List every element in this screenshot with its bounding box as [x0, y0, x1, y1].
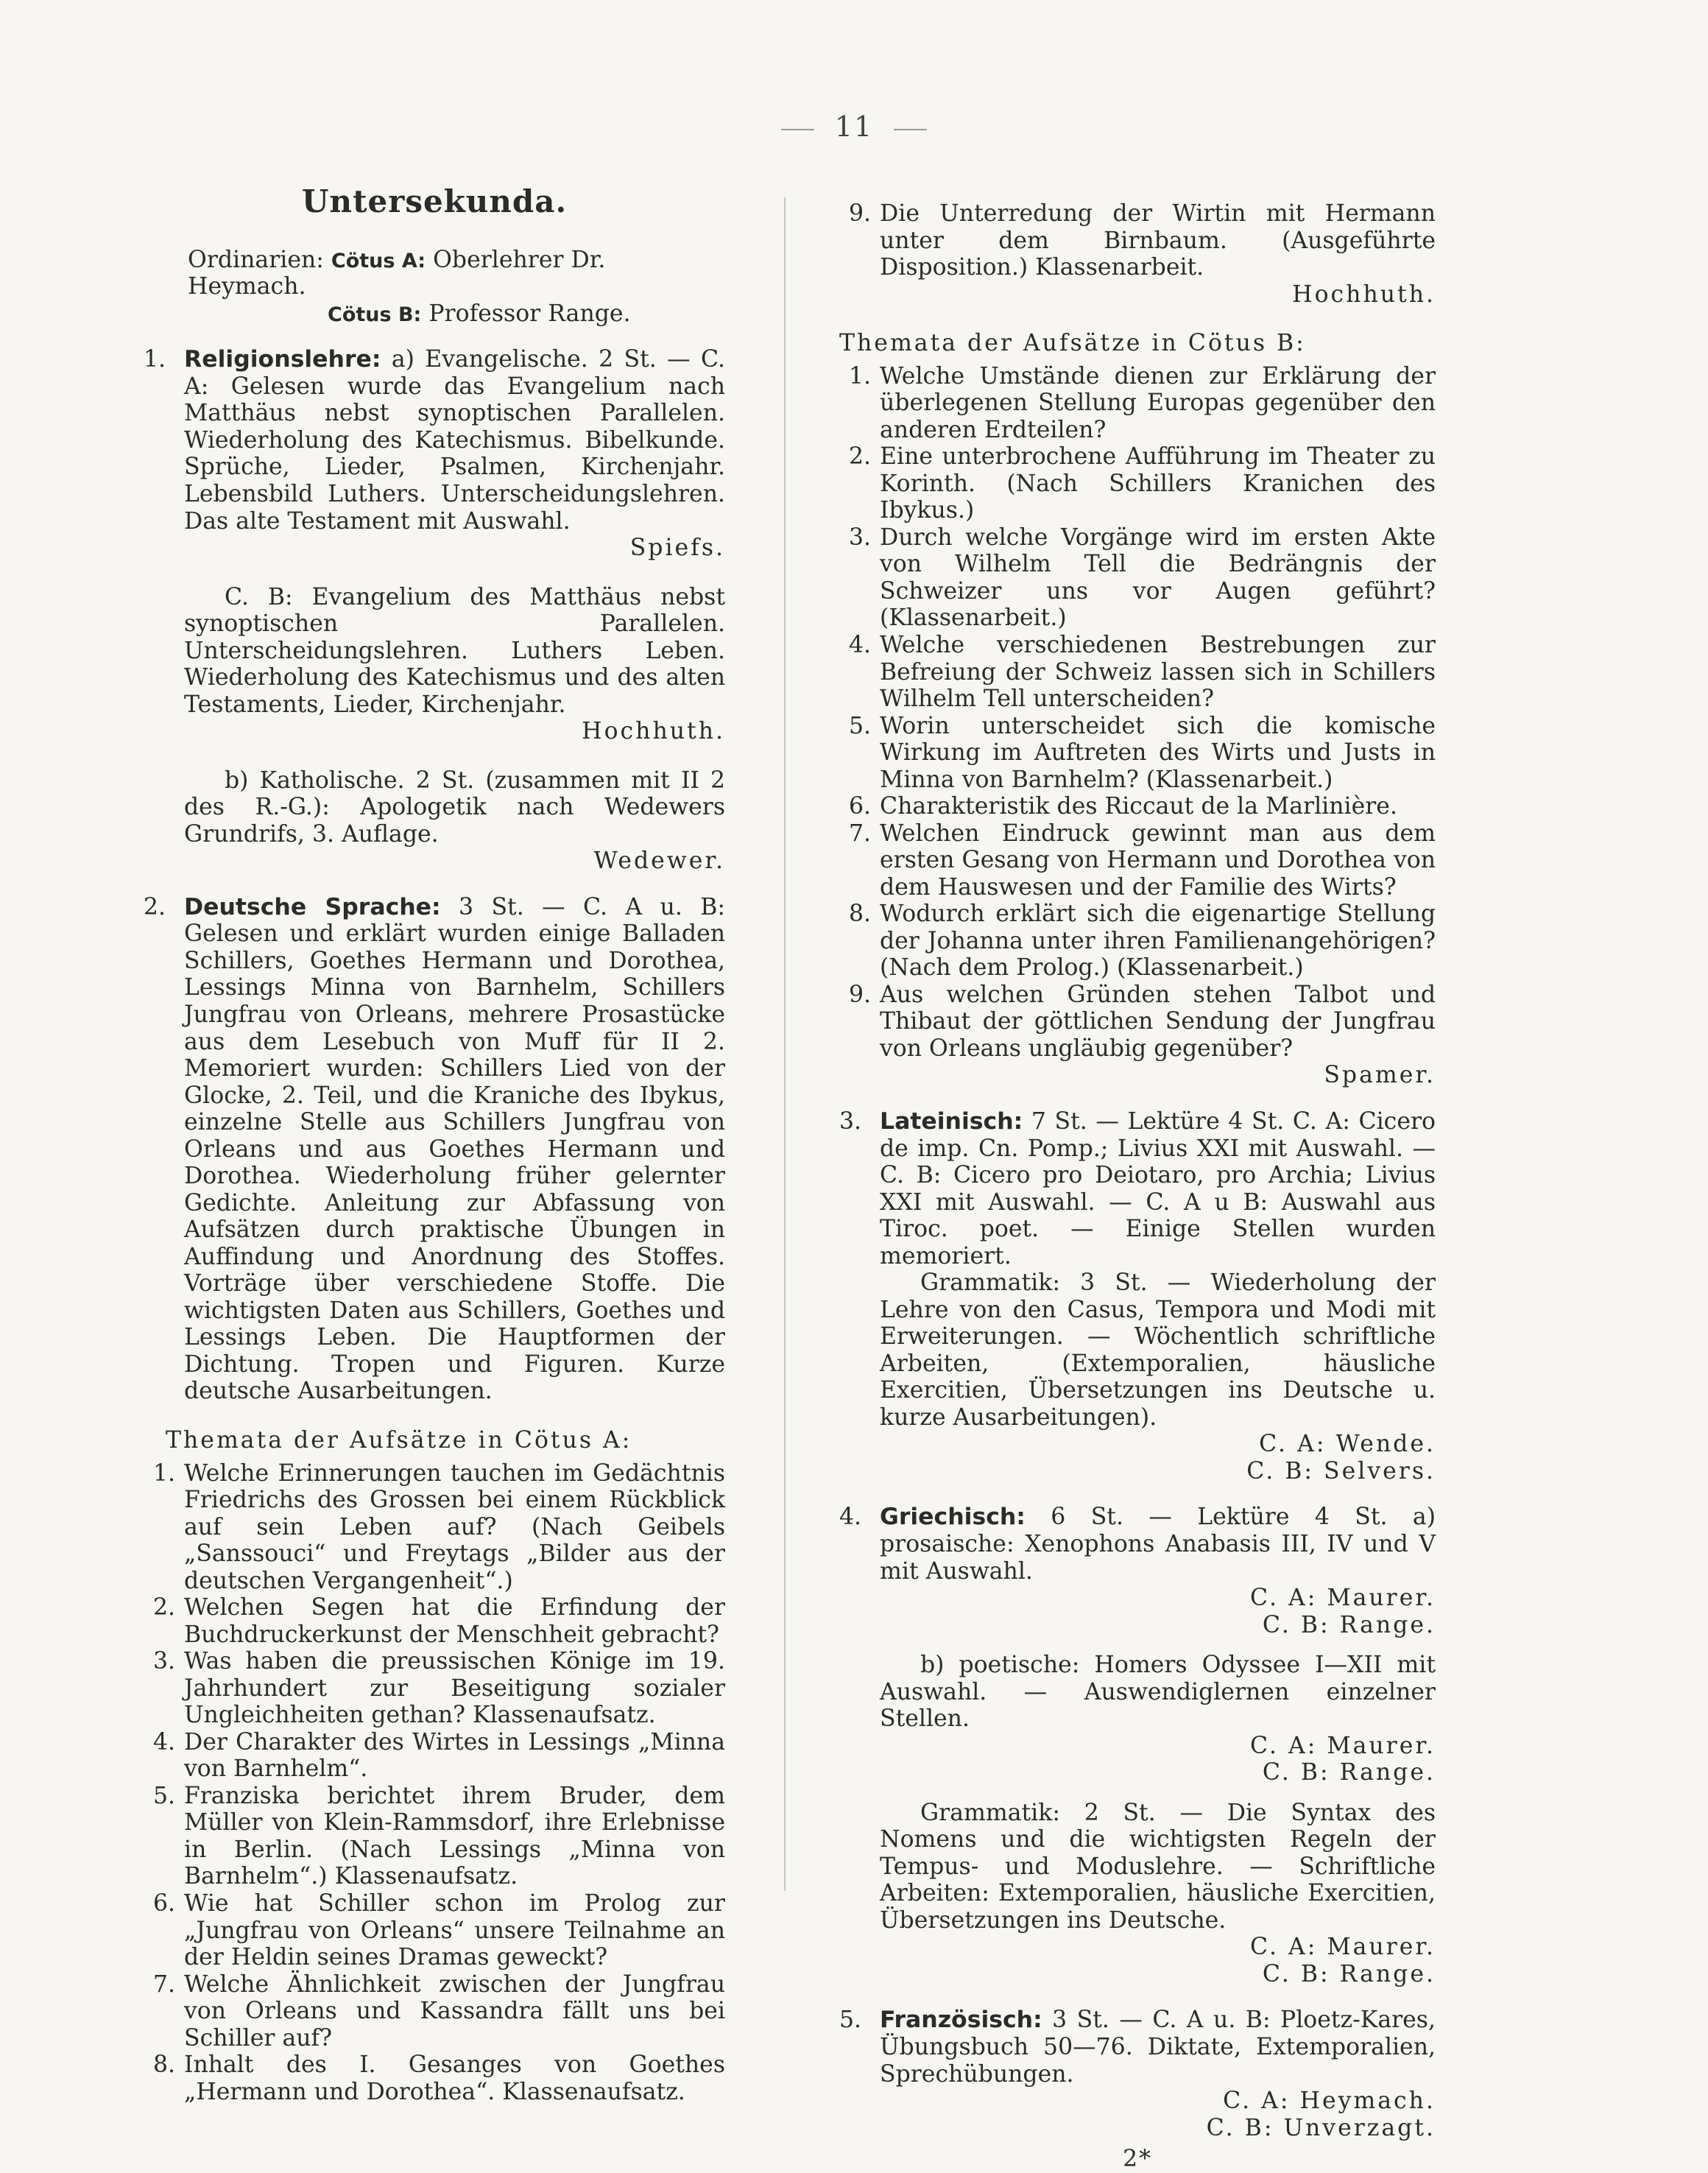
section-title: Lateinisch:: [880, 1108, 1023, 1135]
section-number: 1.: [144, 346, 166, 373]
griechisch-gram-teacher-b: C. B: Range.: [1262, 1960, 1436, 1987]
latein-text: 7 St. — Lektüre 4 St. C. A: Cicero de imp. Cn. Pomp.; Livius XXI mit Auswahl. — C. B: Cicero pro Deiotaro, pro Archia; Livius XXI mit Auswahl. — C. A u B: Auswahl aus Tiroc. poet. — Einige Stellen wurden memoriert.: [880, 1108, 1436, 1269]
ordinarien-label: Ordinarien:: [188, 246, 324, 273]
list-item: [839, 901, 1436, 982]
themes-b-title: Themata der Aufsätze in Cötus B:: [839, 330, 1306, 357]
griechisch-poetisch: b) poetische: Homers Odyssee I—XII mit Auswahl. — Auswendiglernen einzelner Stellen.: [880, 1652, 1436, 1733]
list-item: [839, 200, 1436, 281]
item-number: 5.: [152, 1782, 175, 1809]
ordinarien: [188, 247, 725, 328]
ordinarien-b: [328, 300, 725, 328]
item-text: Aus welchen Gründen stehen Talbot und Thibaut der göttlichen Sendung der Jungfrau von Orleans ungläubig gegenüber?: [880, 981, 1436, 1062]
page-number: [0, 110, 1708, 143]
religion-evangelisch-text: a) Evangelische. 2 St. — C. A: Gelesen wurde das Evangelium nach Matthäus nebst synoptischen Parallelen. Wiederholung des Katechismus. Bibelkunde. Sprüche, Lieder, Psalmen, Kirchenjahr. Lebensbild Luthers. Unterscheidungslehren. Das alte Testament mit Auswahl.: [184, 346, 726, 535]
item-number: 2.: [848, 443, 871, 471]
item-text: Welchen Segen hat die Erfindung der Buchdruckerkunst der Menschheit gebracht?: [184, 1594, 725, 1648]
griechisch-poet-teacher-a: C. A: Maurer.: [1249, 1732, 1436, 1759]
list-item: [144, 1729, 725, 1783]
themes-a-title: Themata der Aufsätze in Cötus A:: [166, 1426, 632, 1454]
item-text: Charakteristik des Riccaut de la Marlinière.: [880, 793, 1397, 820]
themes-a-list: [144, 1460, 725, 2106]
item-number: 4.: [152, 1728, 175, 1755]
page-number-dash-right: [894, 129, 927, 130]
griechisch-poet-teacher-b: C. B: Range.: [1262, 1759, 1436, 1786]
franzoesisch-text: 3 St. — C. A u. B: Ploetz-Kares, Übungsbuch 50—76. Diktate, Extemporalien, Sprechübungen.: [880, 2007, 1436, 2088]
ordinarien-b-label: Cötus B:: [328, 303, 422, 326]
section-number: 3.: [839, 1108, 862, 1135]
griechisch-gram-teacher-a: C. A: Maurer.: [1249, 1934, 1436, 1961]
list-item: [839, 820, 1436, 901]
item-text: Welche Ähnlichkeit zwischen der Jungfrau von Orleans und Kassandra fällt uns bei Schiller auf?: [184, 1971, 725, 2052]
item-number: 1.: [152, 1459, 175, 1487]
section-title: Religionslehre:: [184, 346, 381, 373]
section-title: Französisch:: [880, 2007, 1042, 2034]
item-number: 6.: [848, 793, 871, 820]
list-item: [144, 1648, 725, 1729]
griechisch-teacher-a: C. A: Maurer.: [1249, 1585, 1436, 1612]
item-text: Wodurch erklärt sich die eigenartige Stellung der Johanna unter ihren Familienangehörigen? (Nach dem Prolog.) (Klassenarbeit.): [880, 901, 1436, 982]
item-text: Welche Erinnerungen tauchen im Gedächtnis Friedrichs des Grossen bei einem Rückblick auf sein Leben auf? (Nach Geibels „Sanssouci“ und Freytags „Bilder aus der deutschen Vergangenheit“.): [184, 1459, 725, 1594]
item-text: Die Unterredung der Wirtin mit Hermann unter dem Birnbaum. (Ausgeführte Disposition.) Klassenarbeit.: [880, 200, 1436, 281]
section-number: 2.: [144, 893, 166, 920]
page-number-text: 11: [834, 110, 874, 143]
item-text: Wie hat Schiller schon im Prolog zur „Jungfrau von Orleans“ unsere Teilnahme an der Heldin seines Dramas geweckt?: [184, 1890, 725, 1971]
list-item: [144, 1594, 725, 1648]
religion-b-teacher: Hochhuth.: [582, 718, 725, 745]
item-number: 1.: [848, 362, 871, 390]
religion-b-text: C. B: Evangelium des Matthäus nebst synoptischen Parallelen. Unterscheidungslehren. Luthers Leben. Wiederholung des Katechismus und des alten Testaments, Lieder, Kirchenjahr.: [184, 583, 725, 718]
item-text: Welche Umstände dienen zur Erklärung der überlegenen Stellung Europas gegenüber den anderen Erdteilen?: [880, 362, 1436, 443]
item-number: 8.: [848, 901, 871, 928]
griechisch-grammatik: Grammatik: 2 St. — Die Syntax des Nomens und die wichtigsten Regeln der Tempus- und Moduslehre. — Schriftliche Arbeiten: Extemporalien, häusliche Exercitien, Übersetzungen ins Deutsche.: [880, 1799, 1436, 1934]
religion-kath-teacher: Wedewer.: [593, 848, 725, 875]
item-number: 3.: [848, 524, 871, 551]
section-number: 5.: [839, 2007, 862, 2034]
latein-teacher-b: C. B: Selvers.: [1246, 1457, 1436, 1485]
section-religion: [144, 346, 725, 535]
griechisch-text: 6 St. — Lektüre 4 St. a) prosaische: Xenophons Anabasis III, IV und V mit Auswahl.: [880, 1504, 1436, 1585]
list-item: [144, 1890, 725, 1971]
latein-teacher-a: C. A: Wende.: [1259, 1431, 1436, 1458]
themes-a-teacher: Hochhuth.: [1292, 281, 1436, 308]
list-item: [839, 713, 1436, 794]
column-divider: [784, 197, 786, 1891]
item-text: Inhalt des I. Gesanges von Goethes „Hermann und Dorothea“. Klassenaufsatz.: [184, 2052, 725, 2105]
franzoesisch-teacher-b: C. B: Unverzagt.: [1206, 2114, 1436, 2141]
item-number: 7.: [848, 820, 871, 847]
item-number: 6.: [152, 1890, 175, 1917]
section-number: 4.: [839, 1504, 862, 1531]
page-heading: Untersekunda.: [301, 183, 568, 219]
item-text: Durch welche Vorgänge wird im ersten Akte von Wilhelm Tell die Bedrängnis der Schweizer uns vor Augen geführt? (Klassenarbeit.): [880, 524, 1436, 632]
list-item: [839, 443, 1436, 524]
item-number: 7.: [152, 1971, 175, 1998]
religion-kath-text: b) Katholische. 2 St. (zusammen mit II 2 des R.-G.): Apologetik nach Wedewers Grundrifs, 3. Auflage.: [184, 767, 725, 848]
section-franzoesisch: [839, 2007, 1436, 2088]
item-number: 2.: [152, 1594, 175, 1621]
list-item: [144, 2052, 725, 2105]
latein-grammatik: Grammatik: 3 St. — Wiederholung der Lehre von den Casus, Tempora und Modi mit Erweiterungen. — Wöchentlich schriftliche Arbeiten, (Extemporalien, häusliche Exercitien, Übersetzungen ins Deutsche u. kurze Ausarbeitungen).: [880, 1269, 1436, 1431]
item-number: 9.: [848, 200, 871, 227]
item-text: Was haben die preussischen Könige im 19. Jahrhundert zur Beseitigung sozialer Ungleichheiten gethan? Klassenaufsatz.: [184, 1648, 725, 1729]
religion-a-teacher: Spiefs.: [629, 535, 725, 562]
item-text: Worin unterscheidet sich die komische Wirkung im Auftreten des Wirts und Justs in Minna von Barnhelm? (Klassenarbeit.): [880, 712, 1436, 793]
ordinarien-a-label: Cötus A:: [331, 249, 426, 272]
themes-a-continued: [839, 200, 1436, 281]
deutsch-text: 3 St. — C. A u. B: Gelesen und erklärt wurden einige Balladen Schillers, Goethes Hermann und Dorothea, Lessings Minna von Barnhelm, Schillers Jungfrau von Orleans, mehrere Prosastücke aus dem Lesebuch von Muff für II 2. Memoriert wurden: Schillers Lied von der Glocke, 2. Teil, und die Kraniche des Ibykus, einzelne Stelle aus Schillers Jungfrau von Orleans und aus Goethes Hermann und Dorothea. Wiederholung früher gelernter Gedichte. Anleitung zur Abfassung von Aufsätzen durch praktische Übungen in Auffindung und Anordnung des Stoffes. Vorträge über verschiedene Stoffe. Die wichtigsten Daten aus Schillers, Goethes und Lessings Leben. Die Hauptformen der Dichtung. Tropen und Figuren. Kurze deutsche Ausarbeitungen.: [184, 893, 726, 1405]
list-item: [144, 1783, 725, 1890]
item-number: 8.: [152, 2052, 175, 2079]
page-number-dash-left: [781, 129, 814, 130]
themes-b-list: [839, 363, 1436, 1063]
section-deutsch: [144, 894, 725, 1405]
item-number: 5.: [848, 712, 871, 739]
item-text: Franziska berichtet ihrem Bruder, dem Müller von Klein-Rammsdorf, ihre Erlebnisse in Berlin. (Nach Lessings „Minna von Barnhelm“.) Klassenaufsatz.: [184, 1782, 725, 1890]
right-column: [839, 184, 1436, 2173]
item-number: 3.: [152, 1648, 175, 1675]
signature-mark: 2*: [1123, 2146, 1152, 2173]
franzoesisch-teacher-a: C. A: Heymach.: [1223, 2088, 1436, 2115]
list-item: [839, 793, 1436, 820]
item-text: Der Charakter des Wirtes in Lessings „Minna von Barnhelm“.: [184, 1728, 725, 1783]
list-item: [839, 363, 1436, 444]
item-text: Welche verschiedenen Bestrebungen zur Befreiung der Schweiz lassen sich in Schillers Wilhelm Tell unterscheiden?: [880, 631, 1436, 713]
ordinarien-a-value: Oberlehrer Dr. Heymach.: [188, 246, 606, 300]
themes-b-teacher: Spamer.: [1324, 1062, 1436, 1089]
section-latein: [839, 1108, 1436, 1269]
section-title: Griechisch:: [880, 1504, 1026, 1531]
list-item: [839, 982, 1436, 1063]
item-text: Welchen Eindruck gewinnt man aus dem ersten Gesang von Hermann und Dorothea von dem Hauswesen und der Familie des Wirts?: [880, 820, 1436, 901]
list-item: [144, 1460, 725, 1595]
section-title: Deutsche Sprache:: [184, 893, 441, 920]
left-column: [144, 184, 725, 2105]
list-item: [839, 524, 1436, 632]
item-number: 9.: [848, 981, 871, 1008]
ordinarien-b-value: Professor Range.: [428, 300, 631, 327]
section-griechisch: [839, 1504, 1436, 1585]
item-text: Eine unterbrochene Aufführung im Theater zu Korinth. (Nach Schillers Kranichen des Ibykus.): [880, 443, 1436, 524]
item-number: 4.: [848, 631, 871, 658]
griechisch-teacher-b: C. B: Range.: [1262, 1611, 1436, 1638]
list-item: [839, 632, 1436, 713]
list-item: [144, 1971, 725, 2052]
ordinarien-a: [188, 247, 725, 300]
